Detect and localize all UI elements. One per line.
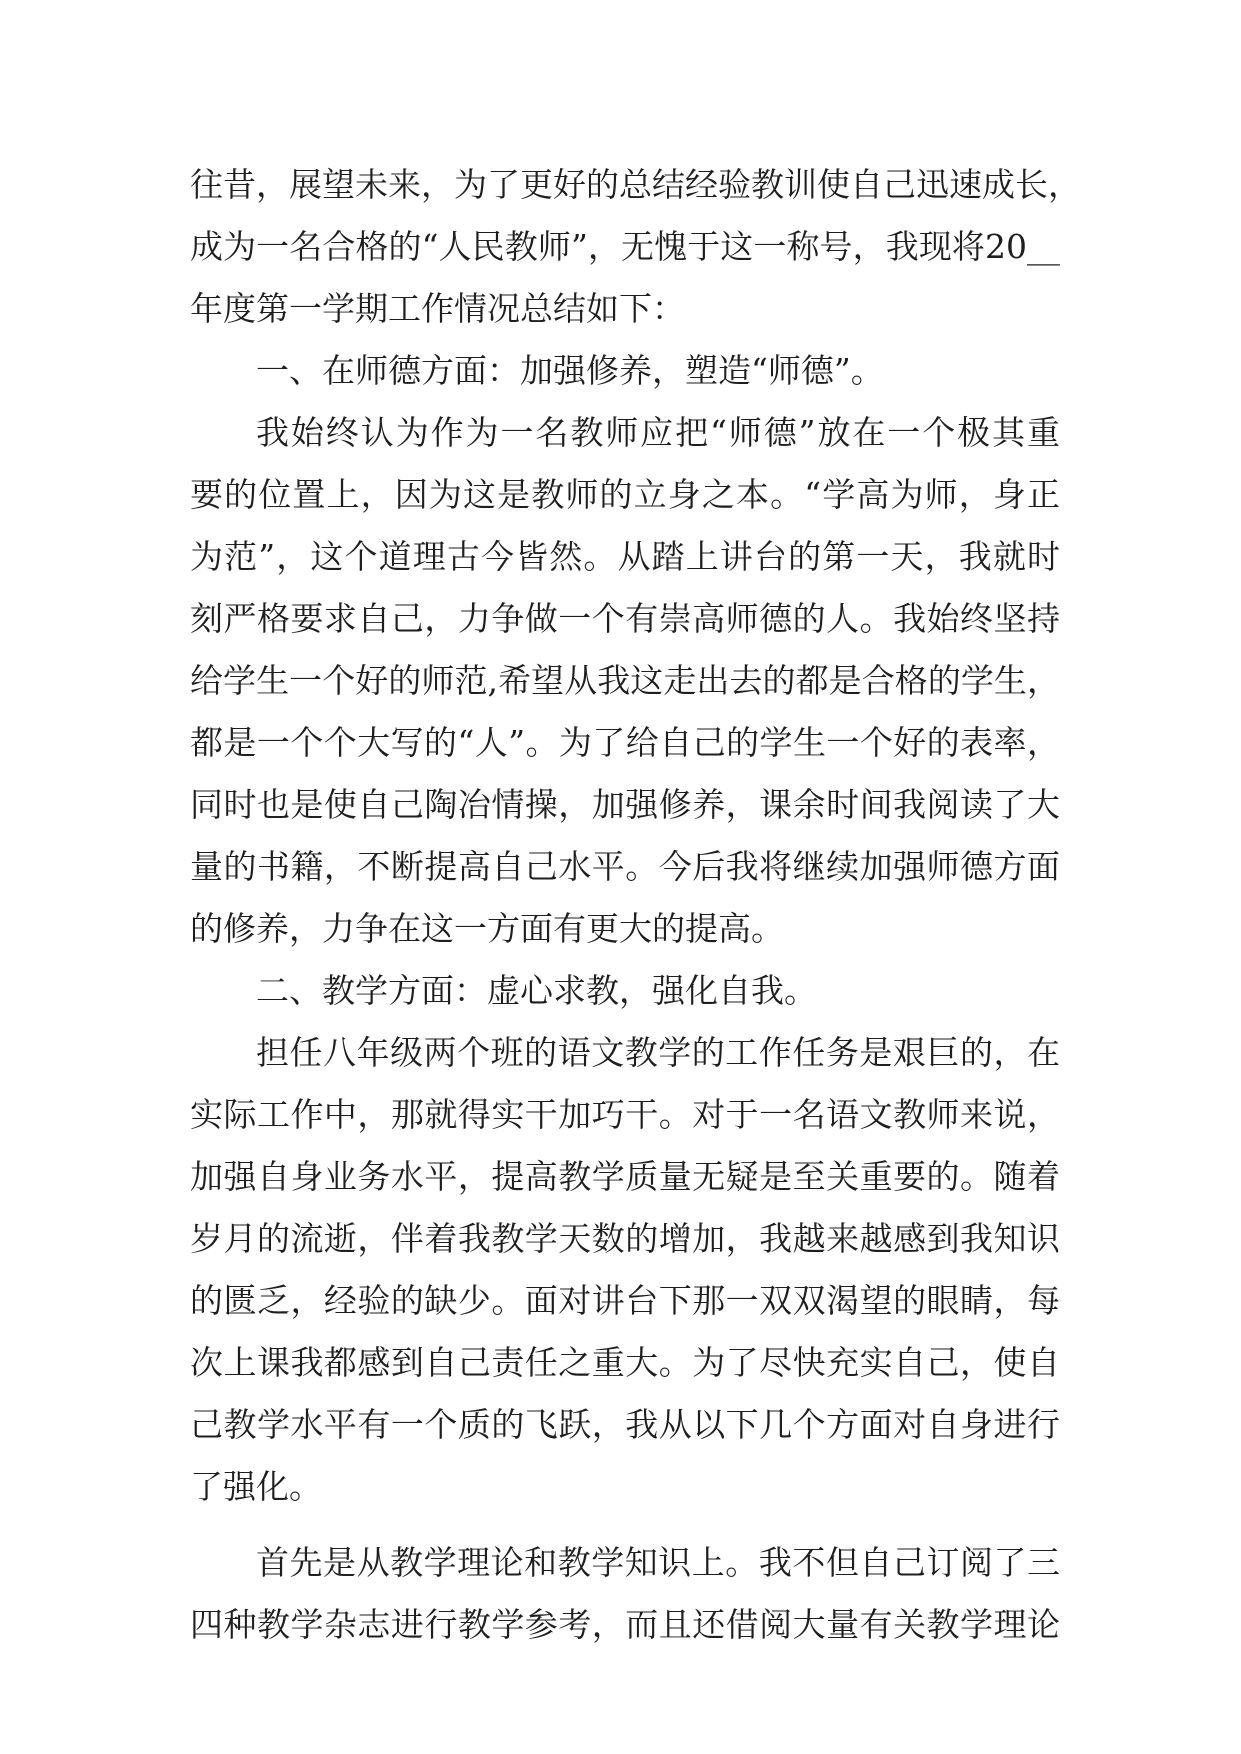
text-line: 量的书籍，不断提高自己水平。今后我将继续加强师德方面 xyxy=(190,847,1060,886)
text-line: 给学生一个好的师范,希望从我这走出去的都是合格的学生， xyxy=(190,661,1060,700)
text-line: 为范”，这个道理古今皆然。从踏上讲台的第一天，我就时 xyxy=(190,537,1060,576)
text-line: 年度第一学期工作情况总结如下： xyxy=(190,289,685,328)
text-line: 成为一名合格的“人民教师”，无愧于这一称号，我现将20__ xyxy=(190,227,1060,266)
text-line: 的修养，力争在这一方面有更大的提高。 xyxy=(190,909,784,948)
text-line: 要的位置上，因为这是教师的立身之本。“学高为师，身正 xyxy=(190,475,1060,514)
text-line: 了强化。 xyxy=(190,1467,322,1506)
text-line: 首先是从教学理论和教学知识上。我不但自己订阅了三 xyxy=(256,1543,1060,1582)
text-line: 次上课我都感到自己责任之重大。为了尽快充实自己，使自 xyxy=(190,1343,1060,1382)
section-heading-morality: 一、在师德方面：加强修养，塑造“师德”。 xyxy=(256,351,884,390)
text-line: 己教学水平有一个质的飞跃，我从以下几个方面对自身进行 xyxy=(190,1405,1060,1444)
text-line: 刻严格要求自己，力争做一个有崇高师德的人。我始终坚持 xyxy=(190,599,1060,638)
text-line: 同时也是使自己陶冶情操，加强修养，课余时间我阅读了大 xyxy=(190,785,1060,824)
text-line: 我始终认为作为一名教师应把“师德”放在一个极其重 xyxy=(256,413,1060,452)
text-line: 四种教学杂志进行教学参考，而且还借阅大量有关教学理论 xyxy=(190,1605,1060,1644)
text-line: 岁月的流逝，伴着我教学天数的增加，我越来越感到我知识 xyxy=(190,1219,1060,1258)
text-line: 担任八年级两个班的语文教学的工作任务是艰巨的，在 xyxy=(256,1033,1060,1072)
text-line: 加强自身业务水平，提高教学质量无疑是至关重要的。随着 xyxy=(190,1157,1060,1196)
text-line: 的匮乏，经验的缺少。面对讲台下那一双双渴望的眼睛，每 xyxy=(190,1281,1060,1320)
text-line: 实际工作中，那就得实干加巧干。对于一名语文教师来说， xyxy=(190,1095,1060,1134)
paragraph-gap xyxy=(190,1518,1060,1532)
section-heading-teaching: 二、教学方面：虚心求教，强化自我。 xyxy=(256,971,817,1010)
text-line: 往昔，展望未来，为了更好的总结经验教训使自己迅速成长， xyxy=(190,165,1081,204)
text-line: 都是一个个大写的“人”。为了给自己的学生一个好的表率， xyxy=(190,723,1060,762)
document-body xyxy=(190,154,1081,1656)
